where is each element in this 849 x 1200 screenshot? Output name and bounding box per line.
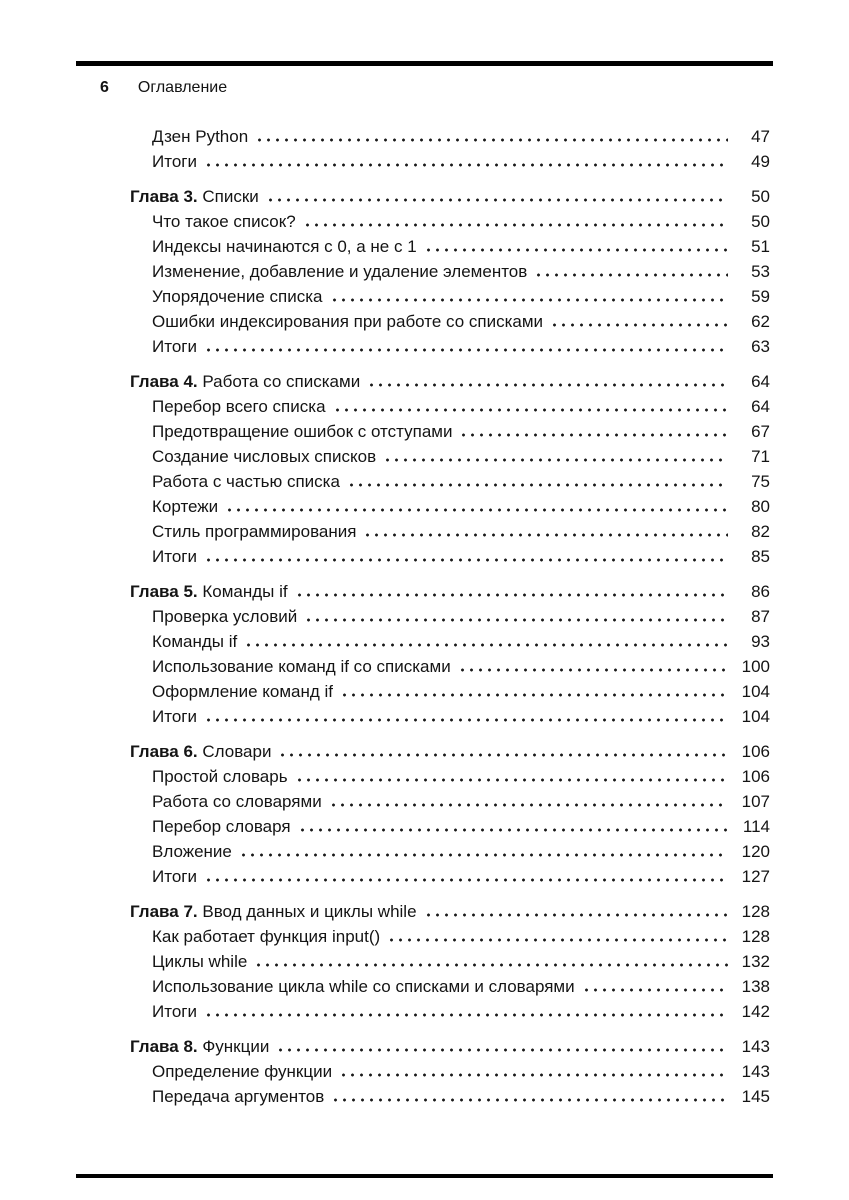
toc-section-row — [130, 234, 770, 259]
toc-section-row — [130, 764, 770, 789]
toc-chapter-row — [130, 739, 770, 764]
dot-leader — [340, 693, 728, 697]
toc-entry-text: Проверка условий — [152, 607, 298, 626]
toc-section-row — [130, 704, 770, 729]
toc-section-row — [130, 309, 770, 334]
toc-entry-text: Вложение — [152, 842, 232, 861]
top-rule — [76, 61, 773, 66]
toc-page-number: 80 — [751, 497, 770, 516]
dot-leader — [333, 408, 728, 412]
dot-leader — [339, 1073, 728, 1077]
toc-entry-label — [130, 924, 380, 949]
toc-entry-text: Передача аргументов — [152, 1087, 325, 1106]
toc-entry-label — [130, 419, 452, 444]
toc-chapter-prefix: Глава 5. — [130, 582, 203, 601]
toc-entry-text: Как работает функция input() — [152, 927, 381, 946]
dot-leader — [550, 323, 728, 327]
toc-page-number: 143 — [741, 1062, 770, 1081]
toc-entry-text: Итоги — [152, 1002, 197, 1021]
dot-leader — [244, 643, 728, 647]
dot-leader — [582, 988, 728, 992]
toc-entry-label — [130, 679, 333, 704]
toc-entry-label — [130, 1084, 324, 1109]
dot-leader — [254, 963, 728, 967]
toc-section-row — [130, 259, 770, 284]
toc-section-row — [130, 149, 770, 174]
toc-page-number: 143 — [741, 1037, 770, 1056]
toc-section-row — [130, 1084, 770, 1109]
toc-page-number: 138 — [741, 977, 770, 996]
toc-page-number: 106 — [741, 742, 770, 761]
toc-entry-text: Команды if — [152, 632, 238, 651]
table-of-contents — [130, 124, 770, 1109]
toc-section-row — [130, 974, 770, 999]
dot-leader — [331, 1098, 728, 1102]
dot-leader — [204, 878, 728, 882]
toc-section-row — [130, 999, 770, 1024]
toc-entry-label — [130, 704, 197, 729]
toc-chapter-row — [130, 579, 770, 604]
dot-leader — [298, 828, 728, 832]
toc-page-number: 47 — [751, 127, 770, 146]
toc-page-number: 50 — [751, 187, 770, 206]
toc-entry-text: Индексы начинаются с 0, а не с 1 — [152, 237, 417, 256]
toc-page-number: 142 — [741, 1002, 770, 1021]
toc-entry-text: Итоги — [152, 707, 197, 726]
toc-page-number: 59 — [751, 287, 770, 306]
toc-section-row — [130, 544, 770, 569]
toc-entry-text: Функции — [202, 1037, 270, 1056]
toc-section-row — [130, 679, 770, 704]
toc-entry-label — [130, 184, 259, 209]
toc-entry-text: Что такое список? — [152, 212, 296, 231]
dot-leader — [266, 198, 728, 202]
toc-page-number: 82 — [751, 522, 770, 541]
toc-entry-label — [130, 124, 248, 149]
toc-entry-text: Оформление команд if — [152, 682, 333, 701]
toc-chapter-prefix: Глава 7. — [130, 902, 203, 921]
dot-leader — [424, 248, 728, 252]
toc-chapter-row — [130, 184, 770, 209]
toc-section-row — [130, 394, 770, 419]
toc-section-row — [130, 949, 770, 974]
toc-entry-text: Использование цикла while со списками и словарями — [152, 977, 575, 996]
toc-entry-text: Перебор всего списка — [152, 397, 326, 416]
toc-entry-label — [130, 604, 297, 629]
toc-entry-label — [130, 469, 340, 494]
toc-entry-text: Простой словарь — [152, 767, 288, 786]
toc-page-number: 128 — [741, 927, 770, 946]
toc-page-number: 106 — [741, 767, 770, 786]
toc-page-number: 64 — [751, 372, 770, 391]
toc-section-row — [130, 814, 770, 839]
toc-page-number: 51 — [751, 237, 770, 256]
toc-entry-label — [130, 999, 197, 1024]
dot-leader — [204, 163, 728, 167]
dot-leader — [204, 718, 728, 722]
toc-page-number: 120 — [741, 842, 770, 861]
dot-leader — [458, 668, 728, 672]
dot-leader — [459, 433, 728, 437]
toc-entry-text: Словари — [202, 742, 272, 761]
toc-entry-text: Предотвращение ошибок с отступами — [152, 422, 453, 441]
toc-entry-label — [130, 309, 543, 334]
toc-section-row — [130, 519, 770, 544]
toc-entry-text: Перебор словаря — [152, 817, 291, 836]
toc-entry-label — [130, 579, 288, 604]
dot-leader — [278, 753, 728, 757]
toc-section-row — [130, 924, 770, 949]
toc-entry-label — [130, 654, 451, 679]
toc-entry-label — [130, 839, 232, 864]
dot-leader — [239, 853, 728, 857]
toc-entry-label — [130, 789, 322, 814]
toc-page-number: 93 — [751, 632, 770, 651]
toc-entry-label — [130, 544, 197, 569]
page-number: 6 — [100, 79, 109, 96]
toc-entry-text: Создание числовых списков — [152, 447, 377, 466]
toc-page-number: 100 — [741, 657, 770, 676]
toc-entry-label — [130, 234, 417, 259]
dot-leader — [304, 618, 728, 622]
toc-section-row — [130, 444, 770, 469]
toc-section-row — [130, 839, 770, 864]
toc-entry-text: Списки — [202, 187, 259, 206]
toc-entry-label — [130, 494, 218, 519]
toc-page-number: 86 — [751, 582, 770, 601]
toc-section-row — [130, 1059, 770, 1084]
toc-page-number: 67 — [751, 422, 770, 441]
dot-leader — [204, 1013, 728, 1017]
dot-leader — [534, 273, 728, 277]
toc-section-row — [130, 469, 770, 494]
toc-entry-label — [130, 259, 527, 284]
dot-leader — [330, 298, 728, 302]
toc-chapter-prefix: Глава 4. — [130, 372, 203, 391]
toc-entry-text: Определение функции — [152, 1062, 333, 1081]
dot-leader — [387, 938, 728, 942]
toc-entry-text: Упорядочение списка — [152, 287, 323, 306]
toc-section-row — [130, 864, 770, 889]
toc-entry-label — [130, 899, 417, 924]
toc-entry-text: Итоги — [152, 152, 197, 171]
toc-chapter-row — [130, 369, 770, 394]
dot-leader — [255, 138, 728, 142]
toc-section-row — [130, 604, 770, 629]
toc-entry-label — [130, 519, 356, 544]
toc-entry-label — [130, 284, 323, 309]
toc-page-number: 49 — [751, 152, 770, 171]
dot-leader — [347, 483, 728, 487]
toc-entry-label — [130, 814, 291, 839]
toc-page-number: 107 — [741, 792, 770, 811]
toc-page-number: 145 — [741, 1087, 770, 1106]
dot-leader — [303, 223, 728, 227]
dot-leader — [329, 803, 728, 807]
toc-page-number: 50 — [751, 212, 770, 231]
toc-page-number: 114 — [742, 817, 770, 836]
toc-section-row — [130, 789, 770, 814]
toc-entry-text: Изменение, добавление и удаление элементов — [152, 262, 528, 281]
toc-entry-text: Команды if — [202, 582, 288, 601]
toc-entry-text: Итоги — [152, 867, 197, 886]
dot-leader — [295, 778, 728, 782]
toc-section-row — [130, 284, 770, 309]
dot-leader — [424, 913, 728, 917]
toc-chapter-prefix: Глава 6. — [130, 742, 203, 761]
toc-page-number: 132 — [741, 952, 770, 971]
toc-entry-text: Циклы while — [152, 952, 248, 971]
toc-entry-label — [130, 1059, 332, 1084]
toc-section-row — [130, 494, 770, 519]
toc-entry-text: Стиль программирования — [152, 522, 357, 541]
toc-page-number: 75 — [751, 472, 770, 491]
toc-chapter-row — [130, 1034, 770, 1059]
dot-leader — [363, 533, 728, 537]
toc-page-number: 63 — [751, 337, 770, 356]
toc-entry-label — [130, 394, 326, 419]
dot-leader — [383, 458, 728, 462]
toc-entry-label — [130, 764, 288, 789]
toc-page-number: 62 — [751, 312, 770, 331]
toc-entry-text: Итоги — [152, 547, 197, 566]
toc-section-row — [130, 629, 770, 654]
toc-entry-label — [130, 949, 247, 974]
dot-leader — [367, 383, 728, 387]
toc-entry-label — [130, 739, 271, 764]
toc-section-row — [130, 419, 770, 444]
bottom-rule — [76, 1174, 773, 1178]
toc-section-row — [130, 124, 770, 149]
toc-page-number: 64 — [751, 397, 770, 416]
running-head — [100, 79, 227, 97]
toc-entry-text: Использование команд if со списками — [152, 657, 451, 676]
toc-entry-label — [130, 974, 575, 999]
toc-entry-text: Дзен Python — [152, 127, 249, 146]
toc-page-number: 128 — [741, 902, 770, 921]
toc-entry-label — [130, 1034, 269, 1059]
toc-entry-text: Кортежи — [152, 497, 219, 516]
toc-entry-label — [130, 149, 197, 174]
toc-section-row — [130, 209, 770, 234]
running-head-title: Оглавление — [137, 79, 228, 96]
toc-chapter-prefix: Глава 8. — [130, 1037, 203, 1056]
toc-entry-text: Работа со словарями — [152, 792, 322, 811]
toc-entry-text: Работа с частью списка — [152, 472, 340, 491]
dot-leader — [204, 558, 728, 562]
dot-leader — [276, 1048, 728, 1052]
toc-page-number: 127 — [741, 867, 770, 886]
toc-page-number: 53 — [751, 262, 770, 281]
toc-entry-label — [130, 334, 197, 359]
toc-entry-text: Ввод данных и циклы while — [202, 902, 417, 921]
toc-entry-label — [130, 209, 296, 234]
toc-entry-text: Работа со списками — [202, 372, 361, 391]
toc-section-row — [130, 654, 770, 679]
toc-page-number: 71 — [751, 447, 770, 466]
toc-page-number: 85 — [751, 547, 770, 566]
toc-entry-label — [130, 444, 376, 469]
toc-section-row — [130, 334, 770, 359]
toc-entry-label — [130, 369, 360, 394]
toc-entry-label — [130, 864, 197, 889]
toc-chapter-prefix: Глава 3. — [130, 187, 203, 206]
dot-leader — [204, 348, 728, 352]
toc-entry-text: Итоги — [152, 337, 197, 356]
toc-page-number: 104 — [741, 707, 770, 726]
toc-entry-label — [130, 629, 237, 654]
toc-chapter-row — [130, 899, 770, 924]
toc-page-number: 87 — [751, 607, 770, 626]
toc-entry-text: Ошибки индексирования при работе со списками — [152, 312, 544, 331]
dot-leader — [295, 593, 728, 597]
toc-page-number: 104 — [741, 682, 770, 701]
dot-leader — [225, 508, 728, 512]
